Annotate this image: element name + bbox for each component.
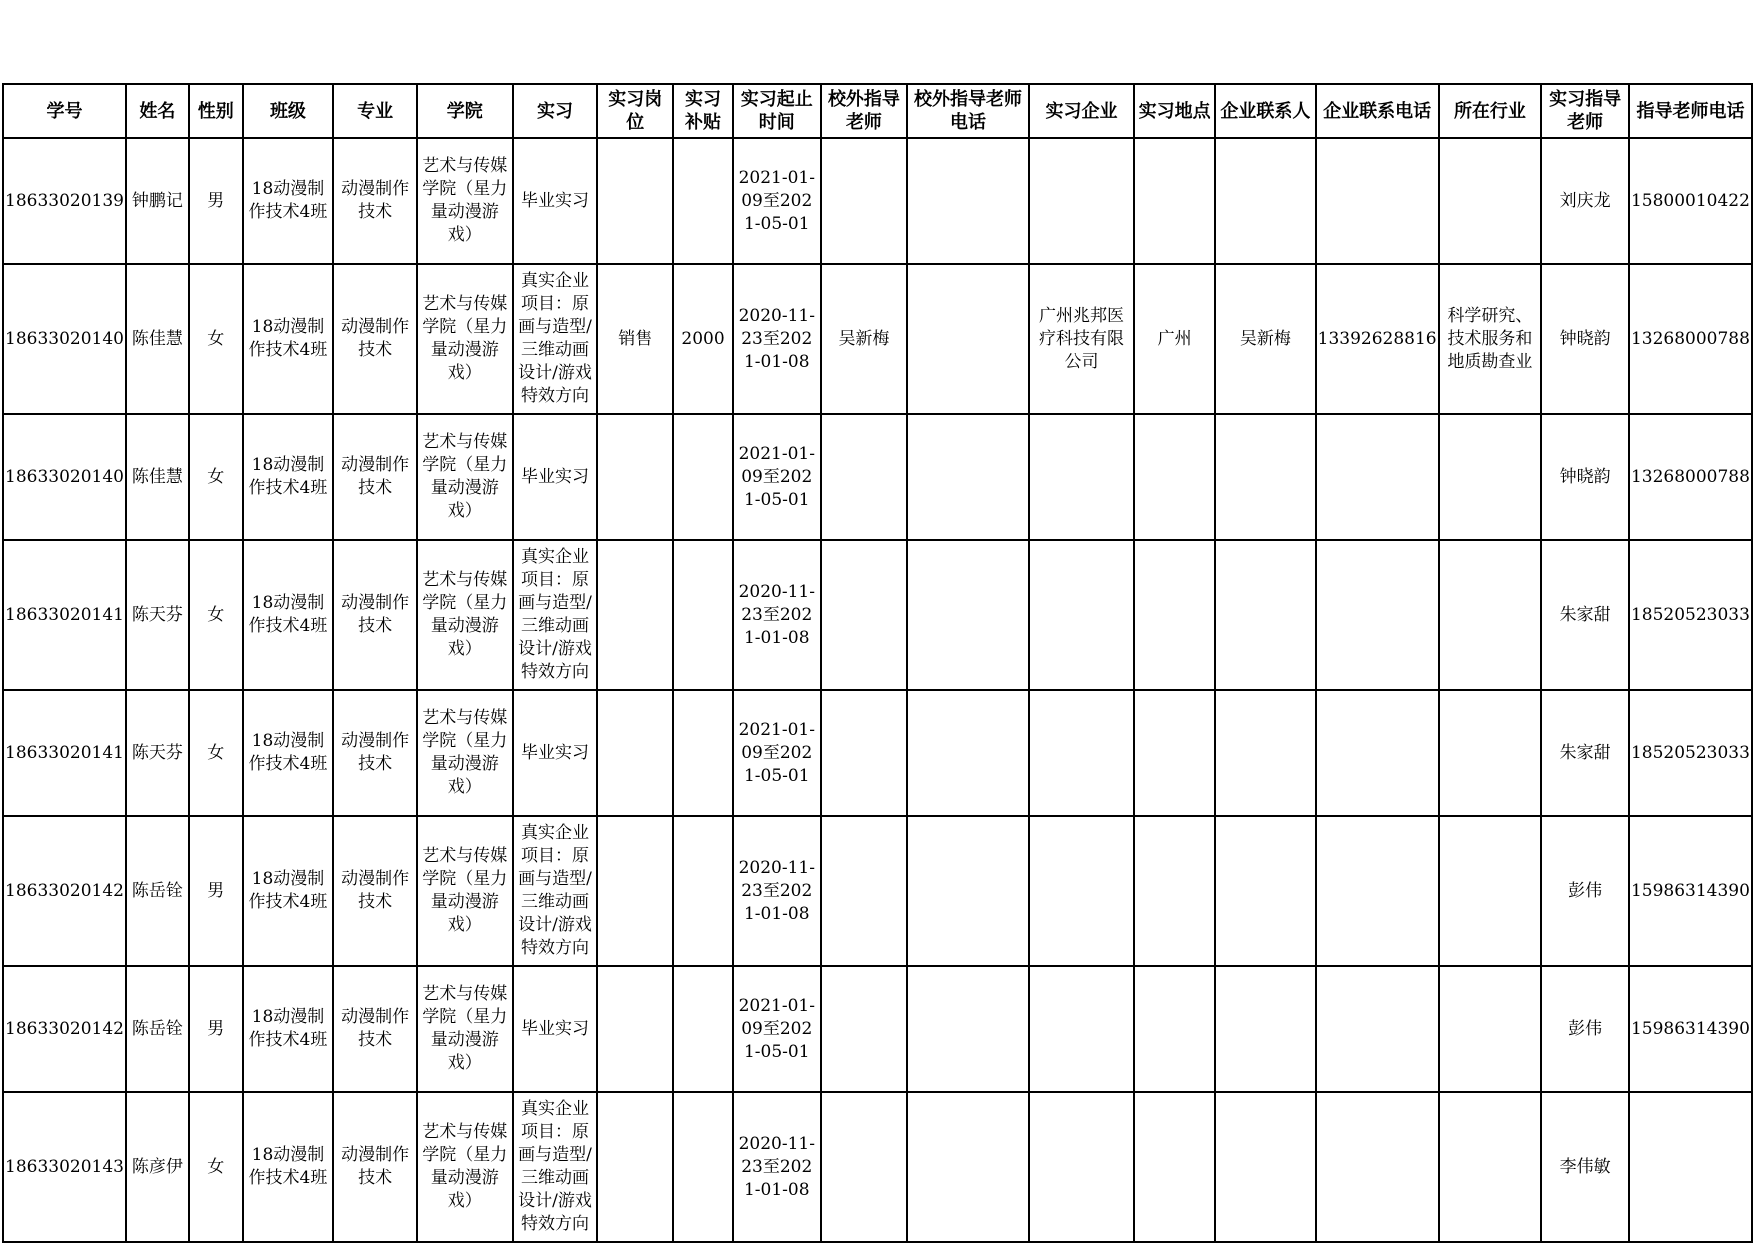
- table-cell: [417, 690, 513, 816]
- column-header: 校外指导老师电话: [907, 84, 1028, 138]
- cell-text: 18动漫制作技术4班: [248, 1007, 328, 1050]
- cell-text: 陈天芬: [131, 742, 183, 763]
- table-cell: [3, 690, 126, 816]
- table-row: [3, 540, 1752, 690]
- cell-text: 女: [207, 466, 225, 487]
- table-cell: [333, 138, 417, 264]
- table-cell: [1541, 264, 1629, 414]
- table-cell: [597, 540, 673, 690]
- cell-text: 2020-11-23至2021-01-08: [738, 305, 815, 372]
- table-cell: [821, 264, 908, 414]
- cell-text: 广州兆邦医疗科技有限公司: [1039, 305, 1125, 372]
- cell-text: 动漫制作技术: [341, 179, 410, 222]
- table-cell: [1316, 540, 1439, 690]
- cell-text: 2020-11-23至2021-01-08: [738, 1133, 815, 1200]
- table-cell: [907, 540, 1028, 690]
- cell-text: 真实企业项目：原画与造型/三维动画设计/游戏特效方向: [518, 271, 592, 406]
- table-cell: [126, 264, 189, 414]
- table-cell: [417, 264, 513, 414]
- cell-text: 钟鹏记: [131, 190, 183, 211]
- table-cell: [3, 264, 126, 414]
- table-cell: [1029, 1092, 1135, 1242]
- column-header: 专业: [333, 84, 417, 138]
- table-cell: [417, 138, 513, 264]
- table-cell: [189, 1092, 243, 1242]
- table-cell: [1215, 264, 1316, 414]
- table-cell: [243, 414, 334, 540]
- column-header: 企业联系人: [1215, 84, 1316, 138]
- table-cell: [673, 966, 733, 1092]
- cell-text: 18动漫制作技术4班: [248, 1145, 328, 1188]
- table-cell: [513, 138, 598, 264]
- table-cell: [907, 690, 1028, 816]
- table-cell: [1134, 138, 1215, 264]
- cell-text: 刘庆龙: [1559, 190, 1611, 211]
- table-cell: [513, 540, 598, 690]
- table-cell: [417, 816, 513, 966]
- table-cell: [597, 414, 673, 540]
- header-row: [3, 84, 1752, 138]
- table-cell: [733, 138, 821, 264]
- column-header: 指导老师电话: [1629, 84, 1752, 138]
- table-cell: [243, 816, 334, 966]
- column-header: 实习地点: [1134, 84, 1215, 138]
- table-cell: [673, 138, 733, 264]
- table-cell: [733, 414, 821, 540]
- table-cell: [1316, 414, 1439, 540]
- table-cell: [1134, 414, 1215, 540]
- cell-text: 真实企业项目：原画与造型/三维动画设计/游戏特效方向: [518, 1099, 592, 1234]
- table-cell: [1029, 690, 1135, 816]
- cell-text: 吴新梅: [1239, 328, 1291, 349]
- table-cell: [1629, 816, 1752, 966]
- table-cell: [1439, 966, 1542, 1092]
- cell-text: 18动漫制作技术4班: [248, 455, 328, 498]
- table-cell: [1541, 966, 1629, 1092]
- table-cell: [673, 690, 733, 816]
- table-cell: [3, 966, 126, 1092]
- table-cell: [1629, 264, 1752, 414]
- table-cell: [597, 1092, 673, 1242]
- table-cell: [673, 816, 733, 966]
- table-cell: [126, 966, 189, 1092]
- table-row: [3, 1092, 1752, 1242]
- table-cell: [417, 1092, 513, 1242]
- table-cell: [1629, 690, 1752, 816]
- table-cell: [3, 414, 126, 540]
- cell-text: 动漫制作技术: [341, 731, 410, 774]
- cell-text: 2000: [681, 328, 725, 349]
- table-cell: [1215, 414, 1316, 540]
- cell-text: 18633020141: [5, 742, 124, 763]
- cell-text: 女: [207, 604, 225, 625]
- table-body: [3, 138, 1752, 1242]
- table-cell: [1134, 816, 1215, 966]
- cell-text: 艺术与传媒学院（星力量动漫游戏）: [422, 570, 508, 659]
- cell-text: 艺术与传媒学院（星力量动漫游戏）: [422, 432, 508, 521]
- cell-text: 毕业实习: [521, 742, 590, 763]
- table-cell: [597, 690, 673, 816]
- table-cell: [243, 690, 334, 816]
- cell-text: 朱家甜: [1559, 742, 1611, 763]
- table-cell: [1439, 414, 1542, 540]
- cell-text: 13392628816: [1317, 328, 1437, 349]
- table-cell: [733, 540, 821, 690]
- cell-text: 钟晓韵: [1559, 328, 1611, 349]
- table-cell: [673, 414, 733, 540]
- table-cell: [1629, 414, 1752, 540]
- cell-text: 18633020142: [5, 1018, 124, 1039]
- table-cell: [1029, 264, 1135, 414]
- table-cell: [1439, 690, 1542, 816]
- table-cell: [1316, 138, 1439, 264]
- table-cell: [597, 816, 673, 966]
- cell-text: 15800010422: [1630, 190, 1750, 211]
- table-cell: [907, 1092, 1028, 1242]
- table-cell: [189, 264, 243, 414]
- table-cell: [1029, 414, 1135, 540]
- cell-text: 毕业实习: [521, 190, 590, 211]
- table-cell: [243, 138, 334, 264]
- cell-text: 15986314390: [1630, 1018, 1750, 1039]
- cell-text: 2020-11-23至2021-01-08: [738, 857, 815, 924]
- table-cell: [1316, 966, 1439, 1092]
- cell-text: 广州: [1157, 328, 1192, 349]
- table-cell: [126, 690, 189, 816]
- cell-text: 陈佳慧: [131, 328, 183, 349]
- cell-text: 艺术与传媒学院（星力量动漫游戏）: [422, 984, 508, 1073]
- cell-text: 13268000788: [1630, 328, 1750, 349]
- table-row: [3, 138, 1752, 264]
- cell-text: 毕业实习: [521, 1018, 590, 1039]
- cell-text: 艺术与传媒学院（星力量动漫游戏）: [422, 294, 508, 383]
- table-row: [3, 264, 1752, 414]
- table-cell: [597, 966, 673, 1092]
- table-cell: [1629, 540, 1752, 690]
- cell-text: 吴新梅: [838, 328, 890, 349]
- cell-text: 朱家甜: [1559, 604, 1611, 625]
- cell-text: 女: [207, 742, 225, 763]
- table-cell: [1629, 138, 1752, 264]
- cell-text: 15986314390: [1630, 880, 1750, 901]
- table-cell: [1215, 690, 1316, 816]
- cell-text: 2020-11-23至2021-01-08: [738, 581, 815, 648]
- table-cell: [1439, 1092, 1542, 1242]
- table-cell: [1316, 264, 1439, 414]
- table-cell: [821, 816, 908, 966]
- table-cell: [126, 414, 189, 540]
- table-cell: [1316, 690, 1439, 816]
- cell-text: 李伟敏: [1559, 1156, 1611, 1177]
- table-cell: [3, 138, 126, 264]
- column-header: 学号: [3, 84, 126, 138]
- table-cell: [907, 414, 1028, 540]
- table-cell: [1215, 816, 1316, 966]
- cell-text: 2021-01-09至2021-05-01: [738, 995, 815, 1062]
- table-cell: [1629, 966, 1752, 1092]
- table-cell: [513, 816, 598, 966]
- table-cell: [417, 966, 513, 1092]
- column-header: 实习企业: [1029, 84, 1135, 138]
- column-header: 性别: [189, 84, 243, 138]
- table-row: [3, 816, 1752, 966]
- table-cell: [1316, 1092, 1439, 1242]
- table-row: [3, 414, 1752, 540]
- table-cell: [1541, 690, 1629, 816]
- cell-text: 陈佳慧: [131, 466, 183, 487]
- table-cell: [733, 1092, 821, 1242]
- table-cell: [1134, 690, 1215, 816]
- table-cell: [1439, 540, 1542, 690]
- cell-text: 动漫制作技术: [341, 1145, 410, 1188]
- cell-text: 销售: [618, 328, 653, 349]
- table-cell: [733, 264, 821, 414]
- table-cell: [1134, 966, 1215, 1092]
- table-cell: [3, 816, 126, 966]
- table-cell: [907, 966, 1028, 1092]
- table-cell: [907, 264, 1028, 414]
- table-cell: [597, 138, 673, 264]
- table-cell: [333, 264, 417, 414]
- column-header: 姓名: [126, 84, 189, 138]
- table-cell: [673, 540, 733, 690]
- cell-text: 男: [207, 190, 225, 211]
- cell-text: 钟晓韵: [1559, 466, 1611, 487]
- table-cell: [126, 540, 189, 690]
- table-cell: [513, 414, 598, 540]
- cell-text: 真实企业项目：原画与造型/三维动画设计/游戏特效方向: [518, 823, 592, 958]
- table-cell: [1029, 540, 1135, 690]
- cell-text: 18520523033: [1630, 742, 1750, 763]
- cell-text: 艺术与传媒学院（星力量动漫游戏）: [422, 1122, 508, 1211]
- cell-text: 18动漫制作技术4班: [248, 317, 328, 360]
- cell-text: 18633020139: [5, 190, 124, 211]
- cell-text: 18633020140: [5, 466, 124, 487]
- cell-text: 陈彦伊: [131, 1156, 183, 1177]
- table-cell: [333, 690, 417, 816]
- table-cell: [1541, 816, 1629, 966]
- internship-table: [2, 83, 1753, 1243]
- table-cell: [333, 966, 417, 1092]
- cell-text: 18633020143: [5, 1156, 124, 1177]
- cell-text: 18633020141: [5, 604, 124, 625]
- table-cell: [189, 138, 243, 264]
- table-cell: [1215, 966, 1316, 1092]
- cell-text: 陈天芬: [131, 604, 183, 625]
- column-header: 实习起止时间: [733, 84, 821, 138]
- table-cell: [1439, 264, 1542, 414]
- cell-text: 艺术与传媒学院（星力量动漫游戏）: [422, 156, 508, 245]
- table-cell: [513, 690, 598, 816]
- table-cell: [1541, 540, 1629, 690]
- cell-text: 真实企业项目：原画与造型/三维动画设计/游戏特效方向: [518, 547, 592, 682]
- table-cell: [1439, 138, 1542, 264]
- column-header: 学院: [417, 84, 513, 138]
- table-cell: [1134, 264, 1215, 414]
- table-cell: [1029, 138, 1135, 264]
- table-cell: [513, 966, 598, 1092]
- cell-text: 2021-01-09至2021-05-01: [738, 719, 815, 786]
- table-cell: [126, 816, 189, 966]
- column-header: 实习岗位: [597, 84, 673, 138]
- cell-text: 陈岳铨: [131, 880, 183, 901]
- column-header: 实习指导老师: [1541, 84, 1629, 138]
- table-cell: [513, 264, 598, 414]
- table-cell: [733, 816, 821, 966]
- cell-text: 动漫制作技术: [341, 317, 410, 360]
- cell-text: 18633020140: [5, 328, 124, 349]
- cell-text: 女: [207, 1156, 225, 1177]
- table-cell: [333, 540, 417, 690]
- table-cell: [1215, 540, 1316, 690]
- table-cell: [733, 690, 821, 816]
- column-header: 所在行业: [1439, 84, 1542, 138]
- column-header: 实习: [513, 84, 598, 138]
- table-cell: [189, 690, 243, 816]
- cell-text: 科学研究、技术服务和地质勘查业: [1447, 305, 1533, 372]
- table-row: [3, 690, 1752, 816]
- cell-text: 13268000788: [1630, 466, 1750, 487]
- table-cell: [907, 138, 1028, 264]
- table-cell: [821, 966, 908, 1092]
- column-header: 班级: [243, 84, 334, 138]
- cell-text: 动漫制作技术: [341, 869, 410, 912]
- cell-text: 18633020142: [5, 880, 124, 901]
- cell-text: 18动漫制作技术4班: [248, 179, 328, 222]
- table-cell: [3, 540, 126, 690]
- table-cell: [3, 1092, 126, 1242]
- table-cell: [597, 264, 673, 414]
- table-cell: [1629, 1092, 1752, 1242]
- table-cell: [333, 1092, 417, 1242]
- table-cell: [243, 1092, 334, 1242]
- table-cell: [243, 540, 334, 690]
- table-cell: [821, 414, 908, 540]
- table-cell: [333, 414, 417, 540]
- table-cell: [733, 966, 821, 1092]
- cell-text: 陈岳铨: [131, 1018, 183, 1039]
- table-cell: [1541, 138, 1629, 264]
- table-cell: [1439, 816, 1542, 966]
- cell-text: 毕业实习: [521, 466, 590, 487]
- cell-text: 18动漫制作技术4班: [248, 593, 328, 636]
- cell-text: 男: [207, 880, 225, 901]
- table-cell: [1029, 816, 1135, 966]
- cell-text: 艺术与传媒学院（星力量动漫游戏）: [422, 846, 508, 935]
- table-cell: [189, 816, 243, 966]
- table-cell: [417, 414, 513, 540]
- cell-text: 2021-01-09至2021-05-01: [738, 443, 815, 510]
- table-cell: [821, 138, 908, 264]
- table-cell: [907, 816, 1028, 966]
- cell-text: 彭伟: [1568, 1018, 1603, 1039]
- table-cell: [1215, 1092, 1316, 1242]
- cell-text: 18520523033: [1630, 604, 1750, 625]
- table-cell: [821, 540, 908, 690]
- table-cell: [189, 414, 243, 540]
- table-cell: [1215, 138, 1316, 264]
- table-cell: [189, 966, 243, 1092]
- cell-text: 彭伟: [1568, 880, 1603, 901]
- column-header: 实习补贴: [673, 84, 733, 138]
- table-cell: [189, 540, 243, 690]
- table-cell: [1134, 540, 1215, 690]
- table-cell: [821, 1092, 908, 1242]
- table-cell: [1541, 414, 1629, 540]
- table-cell: [1316, 816, 1439, 966]
- cell-text: 男: [207, 1018, 225, 1039]
- table-cell: [243, 966, 334, 1092]
- table-cell: [126, 138, 189, 264]
- table-cell: [417, 540, 513, 690]
- cell-text: 动漫制作技术: [341, 1007, 410, 1050]
- table-cell: [673, 1092, 733, 1242]
- table-cell: [333, 816, 417, 966]
- table-cell: [243, 264, 334, 414]
- table-cell: [126, 1092, 189, 1242]
- table-cell: [1134, 1092, 1215, 1242]
- cell-text: 艺术与传媒学院（星力量动漫游戏）: [422, 708, 508, 797]
- table-cell: [673, 264, 733, 414]
- column-header: 企业联系电话: [1316, 84, 1439, 138]
- cell-text: 18动漫制作技术4班: [248, 731, 328, 774]
- table-cell: [821, 690, 908, 816]
- table-cell: [1029, 966, 1135, 1092]
- column-header: 校外指导老师: [821, 84, 908, 138]
- cell-text: 动漫制作技术: [341, 593, 410, 636]
- table-row: [3, 966, 1752, 1092]
- cell-text: 女: [207, 328, 225, 349]
- table-cell: [1541, 1092, 1629, 1242]
- cell-text: 2021-01-09至2021-05-01: [738, 167, 815, 234]
- cell-text: 18动漫制作技术4班: [248, 869, 328, 912]
- table-cell: [513, 1092, 598, 1242]
- cell-text: 动漫制作技术: [341, 455, 410, 498]
